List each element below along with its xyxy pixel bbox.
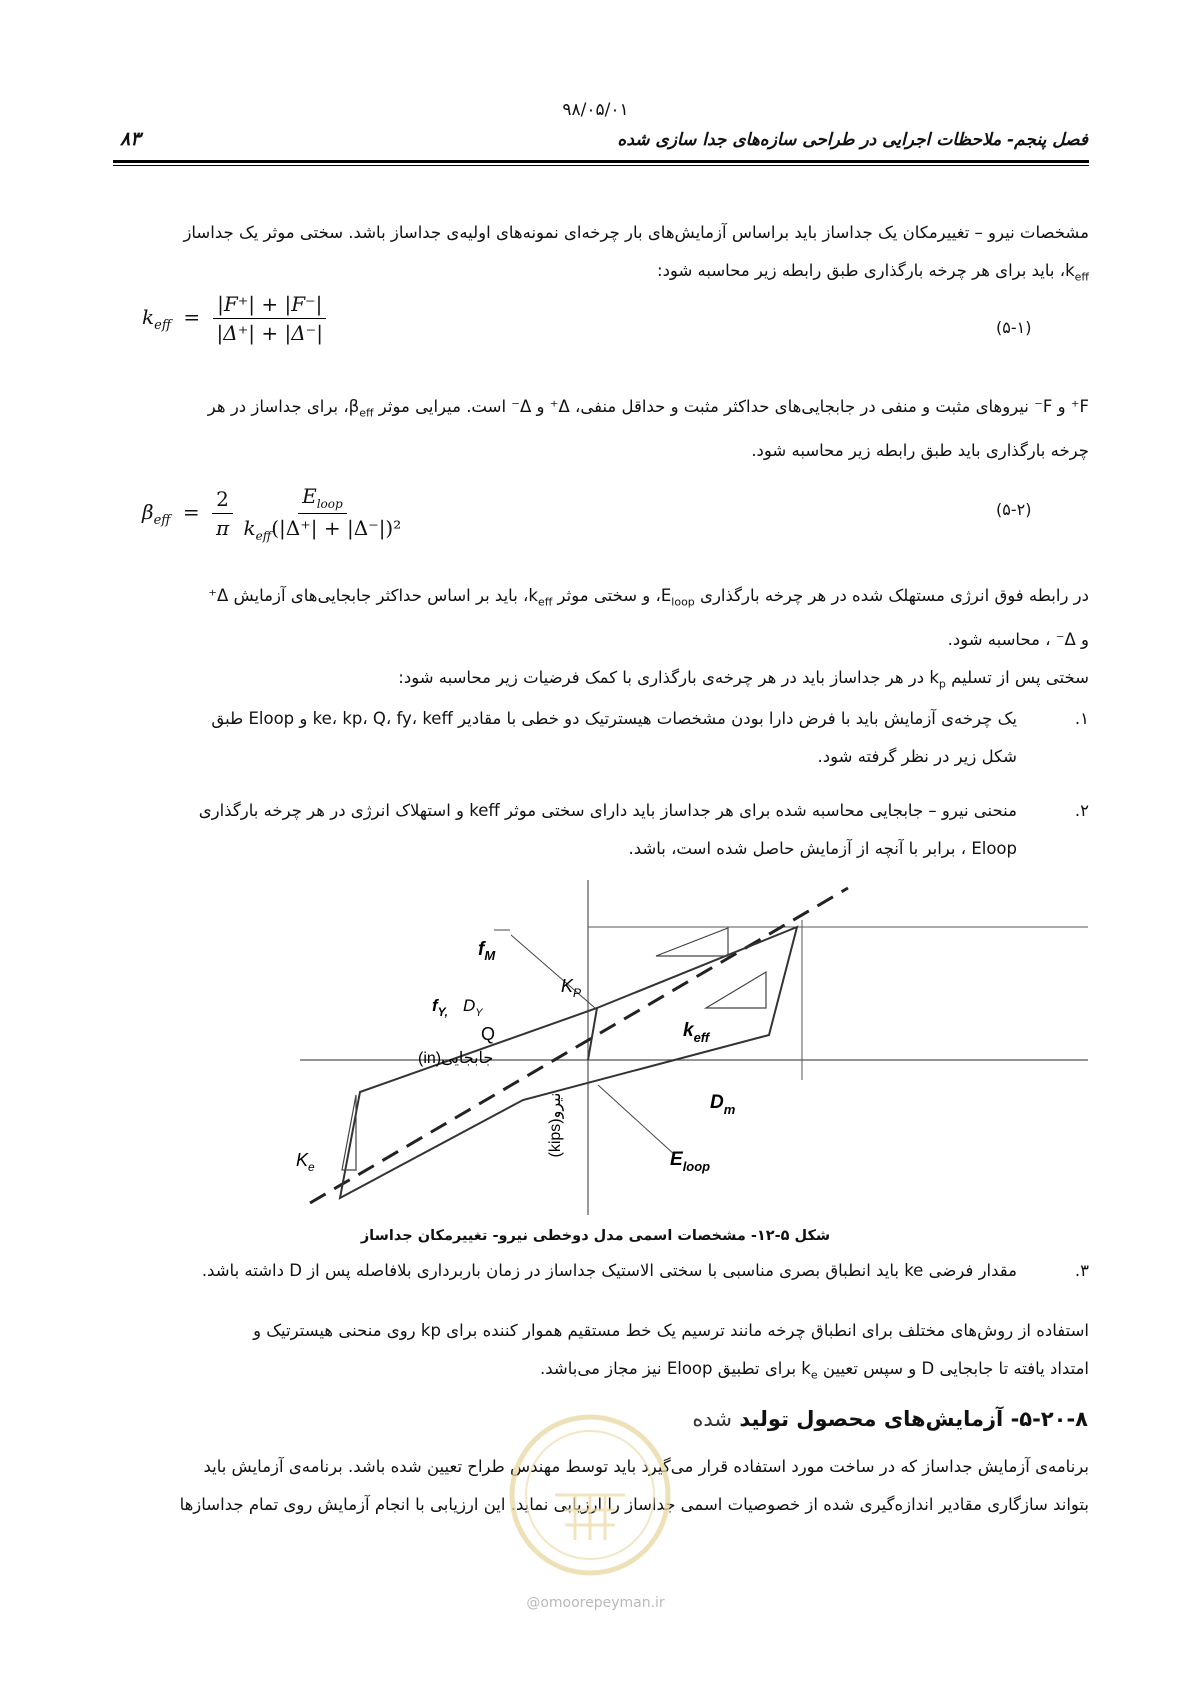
list-item-text: مقدار فرضی ke باید انطباق بصری مناسبی با سختی الاستیک جداساز در زمان باربرداری بلافاصله پس از D داشته باشد. [201,1261,1017,1280]
dy-label: $D_Y$ [463,996,483,1019]
list-item-text: Eloop ، برابر با آنچه از آزمایش حاصل شده است، باشد. [628,839,1017,858]
watermark-logo [505,1410,675,1580]
equation-2-coefficient: $\frac{2}{\pi}$ [212,487,233,540]
list-item-3 [113,1252,1089,1290]
fy-label: $f_{Y,}$ [432,996,448,1019]
header-rule-thick [113,160,1089,163]
list-item-1 [113,700,1089,776]
displacement-axis-label: جابجایی(in) [418,1050,494,1067]
section-heading: ۵-۲۰-۸- آزمایش‌های محصول تولید شده [692,1407,1088,1431]
list-item-text: منحنی نیرو – جابجایی محاسبه شده برای هر جداساز باید دارای سختی موثر keff و استهلاک انرژی در هر چرخه بارگذاری [198,801,1017,820]
list-item-number: ۱. [1074,709,1089,728]
paragraph-6-line1: برنامه‌ی آزمایش جداساز که در ساخت مورد استفاده قرار می‌گیرد باید توسط مهندس طراح تعیین شده باشد. برنامه‌ی آزمایش باید [203,1457,1089,1476]
paragraph-6-line2: بتواند سازگاری مقادیر اندازه‌گیری شده از خصوصیات اسمی جداساز را ارزیابی نماید. این ارزیابی با انجام آزمایش روی تمام جداسازها [179,1495,1089,1514]
document-date: ۹۸/۰۵/۰۱ [562,100,629,120]
equation-2: $\beta_{eff}$ = $\frac{2}{\pi}$ $\frac{E_{loop}}{k_{eff}(|\Delta^+| + |\Delta^-|)^2}$ [142,484,405,543]
q-label: Q [481,1024,496,1044]
equation-2-number: (۵-۲) [996,500,1032,519]
paragraph-3-line2: و Δ⁻ ، محاسبه شود. [947,630,1089,650]
list-item-text: یک چرخه‌ی آزمایش باید با فرض دارا بودن مشخصات هیسترتیک دو خطی با مقادیر ke، kp، Q، fy، keff و Eloop طبق [211,709,1017,728]
kp-label: $K_P$ [561,976,582,1000]
header-rule-thin [113,165,1089,166]
equation-1-number: (۵-۱) [996,318,1032,337]
equation-1: $k_{eff}$ = $\frac{|F^+| + |F^-|}{|\Delta^+| + |\Delta^-|}$ [142,292,327,345]
list-item-number: ۳. [1074,1261,1089,1280]
paragraph-5-line1: استفاده از روش‌های مختلف برای انطباق چرخه مانند ترسیم یک خط مستقیم هموار کننده برای kp روی منحنی هیسترتیک و [253,1321,1089,1340]
figure-caption: شکل ۵-۱۲- مشخصات اسمی مدل دوخطی نیرو- تغییرمکان جداساز [360,1228,831,1244]
force-axis-label: نیرو(kips) [547,1092,564,1158]
list-item-text: شکل زیر در نظر گرفته شود. [817,747,1017,766]
kp-triangle [656,928,728,956]
dm-label: $D_m$ [710,1092,736,1117]
fy-leader [511,935,595,1008]
fm-label: $f_M$ [478,939,496,963]
page-number: ۸۳ [120,128,141,150]
equation-2-fraction: $\frac{E_{loop}}{k_{eff}(|\Delta^+| + |\Delta^-|)^2}$ [243,484,402,543]
paragraph-5 [113,1312,1089,1394]
paragraph-2 [113,388,1089,470]
paragraph-3-line1: در رابطه فوق انرژی مستهلک شده در هر چرخه بارگذاری $E_{loop}،$ و سختی موثر $k_{eff}،$ باید بر اساس حداکثر جابجایی‌های آزمایش Δ⁺ [208,586,1089,609]
hysteresis-figure [296,880,1100,1220]
paragraph-1-line2: $k_{eff}،$ باید برای هر چرخه بارگذاری طبق رابطه زیر محاسبه شود: [657,261,1089,284]
list-item-2 [113,792,1089,868]
paragraph-4: سختی پس از تسلیم $k_p$ در هر جداساز باید در هر چرخه‌ی بارگذاری با کمک فرضیات زیر محاسبه شود: [398,668,1089,691]
paragraph-5-line2: امتداد یافته تا جابجایی D و سپس تعیین $k_e$ برای تطبیق Eloop نیز مجاز می‌باشد. [539,1359,1089,1382]
paragraph-1 [113,214,1089,296]
keff-triangle [706,972,766,1008]
ke-label: $K_e$ [296,1150,315,1174]
chapter-title: فصل پنجم- ملاحظات اجرایی در طراحی سازه‌های جدا سازی شده [617,130,1088,150]
paragraph-3 [113,577,1089,704]
eloop-label: $E_{loop}$ [670,1149,711,1174]
hysteresis-loop [340,927,797,1198]
keff-dashed-line [310,888,848,1203]
list-item-number: ۲. [1074,801,1089,820]
eloop-leader [598,1085,675,1155]
keff-label: $k_{eff}$ [683,1020,710,1045]
paragraph-2-line2: چرخه بارگذاری باید طبق رابطه زیر محاسبه شود. [751,441,1089,461]
watermark-site: @omoorepeyman.ir [526,1595,665,1611]
elastic-segment [588,1008,597,1060]
paragraph-2-line1: F⁺ و F⁻ نیروهای مثبت و منفی در جابجایی‌های حداکثر مثبت و حداقل منفی، Δ⁺ و Δ⁻ است. میرایی موثر $\beta_{eff}،$ برای جداساز در هر [207,397,1089,420]
ke-triangle [342,1095,356,1170]
paragraph-1-line1: مشخصات نیرو – تغییرمکان یک جداساز باید براساس آزمایش‌های بار چرخه‌ای نمونه‌های اولیه‌ی جداساز باشد. سختی موثر یک جداساز [183,223,1089,242]
equation-1-fraction: $\frac{|F^+| + |F^-|}{|\Delta^+| + |\Delta^-|}$ [213,292,327,345]
